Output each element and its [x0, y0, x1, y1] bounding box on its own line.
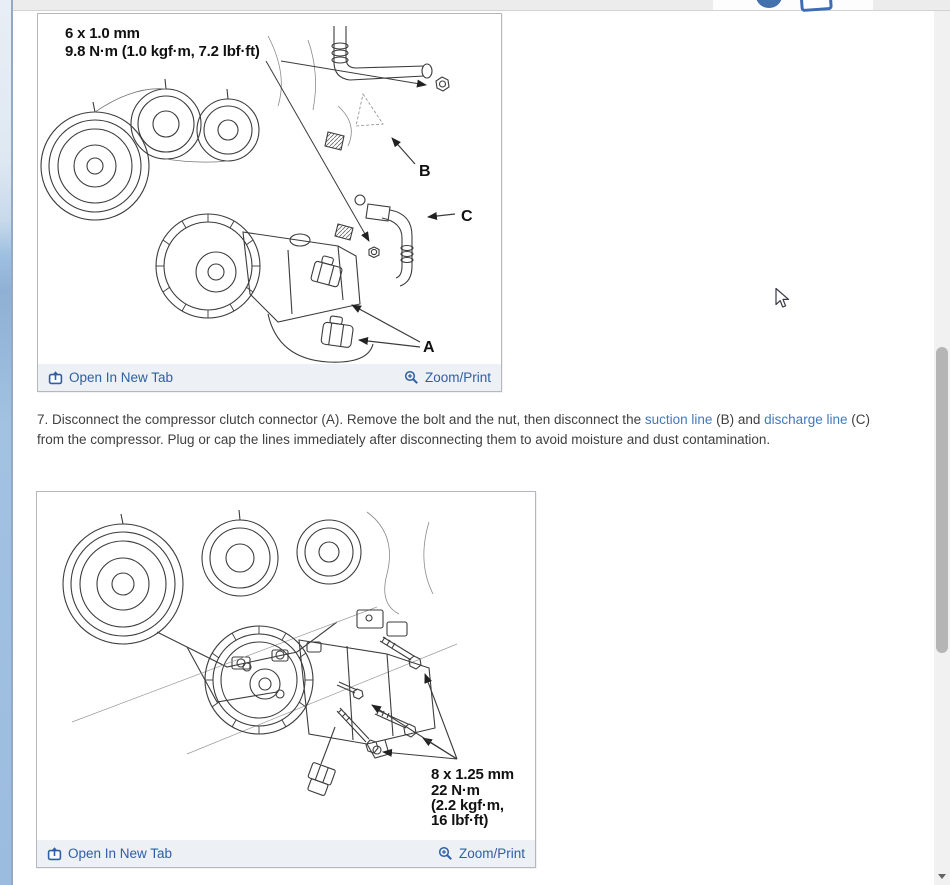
step-7-text-prefix: 7. Disconnect the compressor clutch connector (A). Remove the bolt and the nut, then disconnect the	[37, 412, 645, 427]
scrollbar-thumb[interactable]	[936, 347, 948, 653]
open-in-new-tab-link[interactable]	[48, 370, 173, 385]
figure-2-footer	[37, 840, 535, 867]
torque-spec-line-1: 6 x 1.0 mm	[65, 25, 140, 42]
toolbar-partial-badge-icon[interactable]	[799, 0, 833, 12]
mouse-cursor-icon	[774, 287, 791, 310]
open-in-new-tab-label: Open In New Tab	[69, 370, 174, 385]
open-in-new-tab-label: Open In New Tab	[68, 846, 173, 861]
torque-spec-line-2: 22 N·m	[431, 782, 480, 799]
top-toolbar	[13, 0, 950, 11]
zoom-print-link[interactable]	[404, 370, 491, 385]
step-7-text-mid: (B) and	[712, 412, 765, 427]
magnifier-plus-icon	[438, 846, 453, 861]
step-7-text-suffix-2: from the compressor. Plug or cap the lines immediately after disconnecting them to avoid moisture and dust contamination.	[37, 432, 771, 447]
torque-spec-line-3: (2.2 kgf·m,	[431, 797, 504, 814]
toolbar-highlight	[713, 0, 873, 10]
figure-2-box	[36, 491, 536, 868]
compressor-mounting-diagram	[37, 492, 533, 840]
figure-1-box	[37, 13, 502, 392]
part-label-b: B	[419, 163, 431, 180]
step-7-instruction	[37, 410, 934, 450]
discharge-line-link[interactable]: discharge line	[764, 412, 848, 427]
compressor-lines-diagram	[38, 14, 501, 364]
zoom-print-label: Zoom/Print	[424, 370, 491, 385]
window-edge-strip	[0, 0, 13, 885]
suction-line-link[interactable]: suction line	[644, 412, 713, 427]
step-7-text-suffix-1: (C)	[847, 412, 870, 427]
zoom-print-link[interactable]	[438, 846, 525, 861]
open-in-new-tab-icon	[48, 370, 63, 385]
open-in-new-tab-link[interactable]	[47, 846, 172, 861]
vertical-scrollbar[interactable]	[934, 11, 950, 885]
zoom-print-label: Zoom/Print	[458, 846, 525, 861]
part-label-c: C	[461, 208, 473, 225]
torque-spec-line-4: 16 lbf·ft)	[431, 812, 489, 829]
magnifier-plus-icon	[404, 370, 419, 385]
open-in-new-tab-icon	[47, 846, 62, 861]
torque-spec-line-2: 9.8 N·m (1.0 kgf·m, 7.2 lbf·ft)	[65, 43, 260, 60]
torque-spec-line-1: 8 x 1.25 mm	[431, 766, 514, 783]
scrollbar-down-arrow-icon[interactable]	[938, 874, 946, 879]
part-label-a: A	[423, 339, 435, 356]
figure-1-footer	[38, 364, 501, 391]
